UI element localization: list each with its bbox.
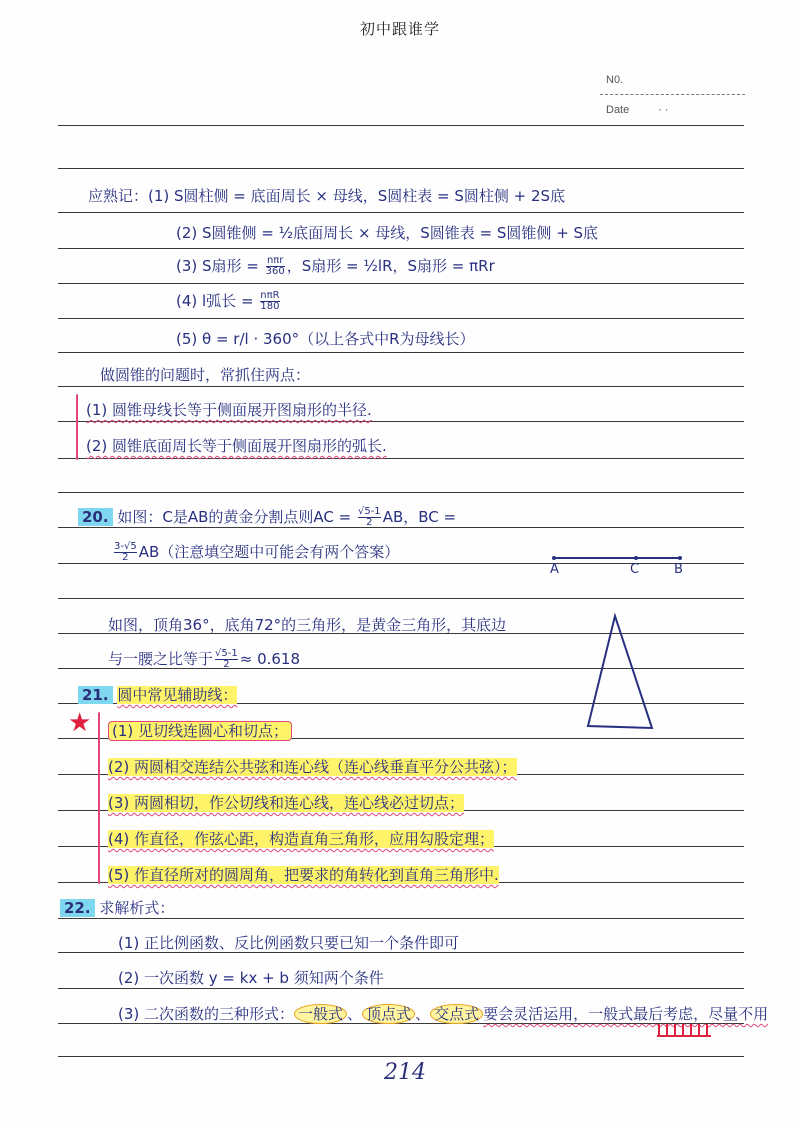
- label-b: B: [674, 562, 683, 577]
- section-number-21: 21.: [78, 686, 113, 704]
- ruled-line: [58, 125, 744, 126]
- expr-line-1: (1) 正比例函数、反比例函数只要已知一个条件即可: [118, 934, 460, 952]
- fraction-numerator: nπr: [266, 255, 284, 266]
- ruled-line: [58, 492, 744, 493]
- aux-line-2: [108, 756, 517, 777]
- aux-line-3-text: (3) 两圆相切，作公切线和连心线，连心线必过切点；: [108, 794, 465, 812]
- point-a: [552, 556, 556, 560]
- aux-lines-title: 圆中常见辅助线：: [117, 686, 238, 704]
- fraction-denominator: 180: [260, 301, 280, 312]
- formula-sector-rhs: ，S扇形 = ½lR，S扇形 = πRr: [286, 257, 495, 275]
- ruled-line: [58, 598, 744, 599]
- meta-date-dots: · ·: [658, 104, 669, 116]
- bc-fraction: [114, 542, 137, 563]
- cone-heading: 做圆锥的问题时，常抓住两点：: [100, 366, 311, 384]
- meta-date-label: Date: [606, 104, 630, 116]
- expr-line-3-lead: (3) 二次函数的三种形式：: [118, 1005, 295, 1023]
- pink-brace: [98, 712, 100, 884]
- ruled-line: [58, 421, 744, 422]
- expr-line-2: (2) 一次函数 y = kx + b 须知两个条件: [118, 969, 384, 987]
- triangle-outline: [588, 616, 652, 728]
- formula-cone: (2) S圆锥侧 = ½底面周长 × 母线，S圆锥表 = S圆锥侧 + S底: [176, 224, 599, 242]
- formula-sector-lhs: (3) S扇形 =: [176, 257, 264, 275]
- pink-brace: [76, 394, 78, 460]
- formula-sector: [176, 255, 495, 277]
- formula-arc: [176, 290, 282, 312]
- golden-section-note: AB（注意填空题中可能会有两个答案）: [138, 543, 400, 561]
- ruled-line: [58, 318, 744, 319]
- aux-line-5: [108, 864, 499, 885]
- ruled-line: [58, 1056, 744, 1057]
- fraction-numerator: √5-1: [357, 506, 381, 517]
- fraction-denominator: 2: [358, 517, 381, 528]
- golden-section-line: [78, 506, 456, 528]
- aux-line-2-text: (2) 两圆相交连结公共弦和连心线（连心线垂直平分公共弦）；: [108, 758, 517, 776]
- expr-line-3: (3) 二次函数的三种形式： 一般式 、 顶点式 、 交点式 要会灵活运用，一般式最后考虑，尽量不用: [118, 1005, 769, 1023]
- aux-line-5-text: (5) 作直径所对的圆周角，把要求的角转化到直角三角形中.: [108, 866, 499, 884]
- aux-line-1: [108, 720, 292, 741]
- ruled-line: [58, 248, 744, 249]
- sector-fraction: [266, 256, 285, 277]
- aux-line-3: [108, 792, 464, 813]
- ratio-fraction: [215, 649, 238, 670]
- star-icon: ★: [68, 708, 92, 738]
- fraction-numerator: 3-√5: [114, 541, 137, 552]
- golden-triangle-ratio: [108, 648, 300, 670]
- aux-line-1-text: (1) 见切线连圆心和切点；: [108, 721, 292, 741]
- section-number-20: 20.: [78, 508, 113, 526]
- expr-line-3-tail: 要会灵活运用，一般式最后考虑，尽量不用: [483, 1005, 769, 1023]
- analytic-expr-heading: [60, 897, 174, 918]
- fraction-denominator: 2: [215, 659, 238, 670]
- meta-no-line: [600, 94, 745, 95]
- cone-point-2: (2) 圆锥底面周长等于侧面展开图扇形的弧长.: [86, 437, 387, 455]
- ruled-line: [58, 283, 744, 284]
- label-a: A: [550, 562, 559, 577]
- ruled-line: [58, 212, 744, 213]
- page-number: 214: [384, 1060, 426, 1085]
- golden-triangle-text: 如图，顶角36°，底角72°的三角形，是黄金三角形，其底边: [108, 616, 507, 634]
- ruled-line: [58, 458, 744, 459]
- formula-arc-lhs: (4) l弧长 =: [176, 292, 259, 310]
- fraction-denominator: 360: [265, 266, 285, 277]
- point-c: [634, 556, 638, 560]
- ruled-line: [58, 918, 744, 919]
- form-vertex: 顶点式: [362, 1004, 415, 1024]
- red-tick-marks: [655, 1022, 715, 1040]
- fraction-numerator: √5-1: [215, 648, 238, 659]
- analytic-expr-title: 求解析式：: [99, 899, 175, 917]
- ruled-line: [58, 988, 744, 989]
- golden-fraction: [358, 507, 381, 528]
- fraction-denominator: 2: [114, 552, 137, 563]
- ruled-line: [58, 352, 744, 353]
- fraction-numerator: nπR: [260, 290, 280, 301]
- golden-section-text: 如图：C是AB的黄金分割点则AC =: [117, 508, 356, 526]
- ratio-text: 与一腰之比等于: [108, 650, 214, 668]
- golden-section-text-tail: AB，BC =: [382, 508, 457, 526]
- ratio-value: ≈ 0.618: [239, 650, 301, 668]
- tick-mark-path: [657, 1024, 711, 1036]
- aux-lines-heading: [78, 684, 237, 705]
- section-number-22: 22.: [60, 899, 95, 917]
- form-intersection: 交点式: [430, 1004, 483, 1024]
- ruled-line: [58, 386, 744, 387]
- arc-fraction: [260, 291, 279, 312]
- golden-section-line-2: [112, 541, 399, 563]
- aux-line-4-text: (4) 作直径，作弦心距，构造直角三角形，应用勾股定理；: [108, 830, 495, 848]
- point-b: [678, 556, 682, 560]
- form-general: 一般式: [294, 1004, 347, 1024]
- cone-point-1: (1) 圆锥母线长等于侧面展开图扇形的半径.: [86, 401, 372, 419]
- meta-no-label: N0.: [606, 74, 624, 86]
- label-c: C: [630, 562, 640, 577]
- formula-cylinder: 应熟记：(1) S圆柱侧 = 底面周长 × 母线，S圆柱表 = S圆柱侧 + 2S底: [88, 187, 566, 205]
- page-header-title: 初中跟谁学: [359, 20, 440, 38]
- formula-angle: (5) θ = r/l · 360°（以上各式中R为母线长）: [176, 330, 475, 348]
- ruled-line: [58, 168, 744, 169]
- golden-triangle-figure: [580, 610, 660, 735]
- aux-line-4: [108, 828, 494, 849]
